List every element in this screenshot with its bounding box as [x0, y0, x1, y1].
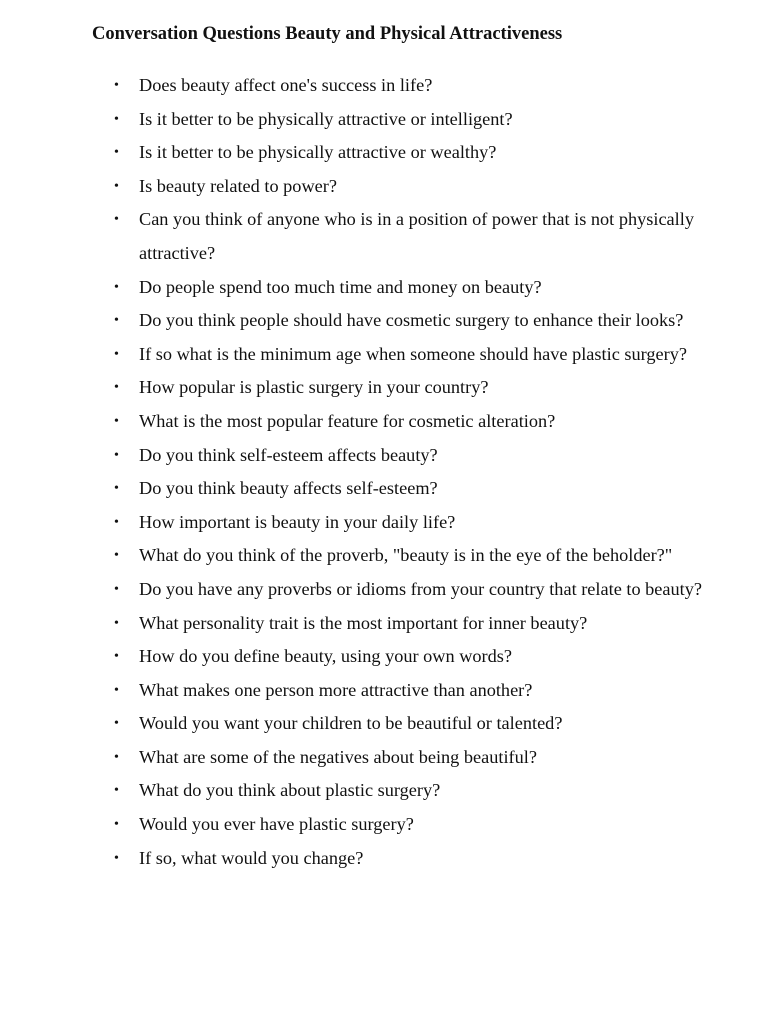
question-item — [0, 203, 768, 270]
bullet-icon: • — [114, 447, 119, 463]
question-item — [0, 707, 768, 741]
question-text: Do you think people should have cosmetic surgery to enhance their looks? — [139, 310, 684, 331]
question-item — [0, 439, 768, 473]
bullet-icon: • — [114, 178, 119, 194]
question-text: How important is beauty in your daily life? — [139, 511, 456, 532]
question-item — [0, 640, 768, 674]
question-text: Do you have any proverbs or idioms from your country that relate to beauty? — [139, 578, 703, 599]
question-text: Is it better to be physically attractive or wealthy? — [139, 142, 497, 163]
question-text: What personality trait is the most important for inner beauty? — [139, 612, 588, 633]
bullet-icon: • — [114, 817, 119, 833]
question-text: What do you think of the proverb, "beauty is in the eye of the beholder?" — [139, 545, 673, 566]
question-text: What are some of the negatives about being beautiful? — [139, 746, 537, 767]
bullet-icon: • — [114, 514, 119, 530]
question-text: What makes one person more attractive than another? — [139, 679, 533, 700]
question-item — [0, 371, 768, 405]
bullet-icon: • — [114, 380, 119, 396]
question-item — [0, 271, 768, 305]
question-item — [0, 405, 768, 439]
question-item — [0, 506, 768, 540]
question-text: Is it better to be physically attractive or intelligent? — [139, 108, 513, 129]
bullet-icon: • — [114, 78, 119, 93]
question-item — [0, 808, 768, 842]
question-item — [0, 774, 768, 808]
bullet-icon: • — [114, 783, 119, 799]
bullet-icon: • — [114, 615, 119, 631]
bullet-icon: • — [114, 850, 119, 866]
question-item — [0, 573, 768, 607]
question-text: If so what is the minimum age when someone should have plastic surgery? — [139, 343, 687, 364]
question-text: Do people spend too much time and money on beauty? — [139, 276, 542, 297]
question-item — [0, 674, 768, 708]
bullet-icon: • — [114, 346, 119, 362]
bullet-icon: • — [114, 145, 119, 161]
question-text: Do you think self-esteem affects beauty? — [139, 444, 438, 465]
question-text: If so, what would you change? — [139, 847, 364, 868]
question-text: How popular is plastic surgery in your country? — [139, 377, 489, 398]
question-text: Does beauty affect one's success in life? — [139, 75, 433, 95]
question-item — [0, 607, 768, 641]
bullet-icon: • — [114, 548, 119, 564]
question-item — [0, 741, 768, 775]
bullet-icon: • — [114, 111, 119, 127]
bullet-icon: • — [114, 481, 119, 497]
question-item — [0, 539, 768, 573]
question-item — [0, 136, 768, 170]
question-item — [0, 69, 768, 103]
question-text: Is beauty related to power? — [139, 175, 337, 196]
question-item — [0, 103, 768, 137]
bullet-icon: • — [114, 581, 119, 597]
document-title: Conversation Questions Beauty and Physical Attractiveness — [92, 24, 563, 44]
question-list — [0, 69, 768, 875]
question-item — [0, 842, 768, 876]
bullet-icon: • — [114, 749, 119, 765]
question-text: Would you want your children to be beautiful or talented? — [139, 713, 563, 734]
bullet-icon: • — [114, 279, 119, 295]
bullet-icon: • — [114, 313, 119, 329]
question-text: Would you ever have plastic surgery? — [139, 814, 414, 835]
bullet-icon: • — [114, 682, 119, 698]
question-item — [0, 472, 768, 506]
question-item — [0, 338, 768, 372]
question-item — [0, 170, 768, 204]
question-text: Can you think of anyone who is in a position of power that is not physically attractive? — [139, 209, 694, 263]
bullet-icon: • — [114, 716, 119, 732]
bullet-icon: • — [114, 649, 119, 665]
bullet-icon: • — [114, 212, 119, 228]
question-text: How do you define beauty, using your own words? — [139, 646, 513, 667]
question-text: What do you think about plastic surgery? — [139, 780, 441, 801]
question-text: What is the most popular feature for cosmetic alteration? — [139, 410, 556, 431]
bullet-icon: • — [114, 413, 119, 429]
question-text: Do you think beauty affects self-esteem? — [139, 478, 438, 499]
question-item — [0, 304, 768, 338]
